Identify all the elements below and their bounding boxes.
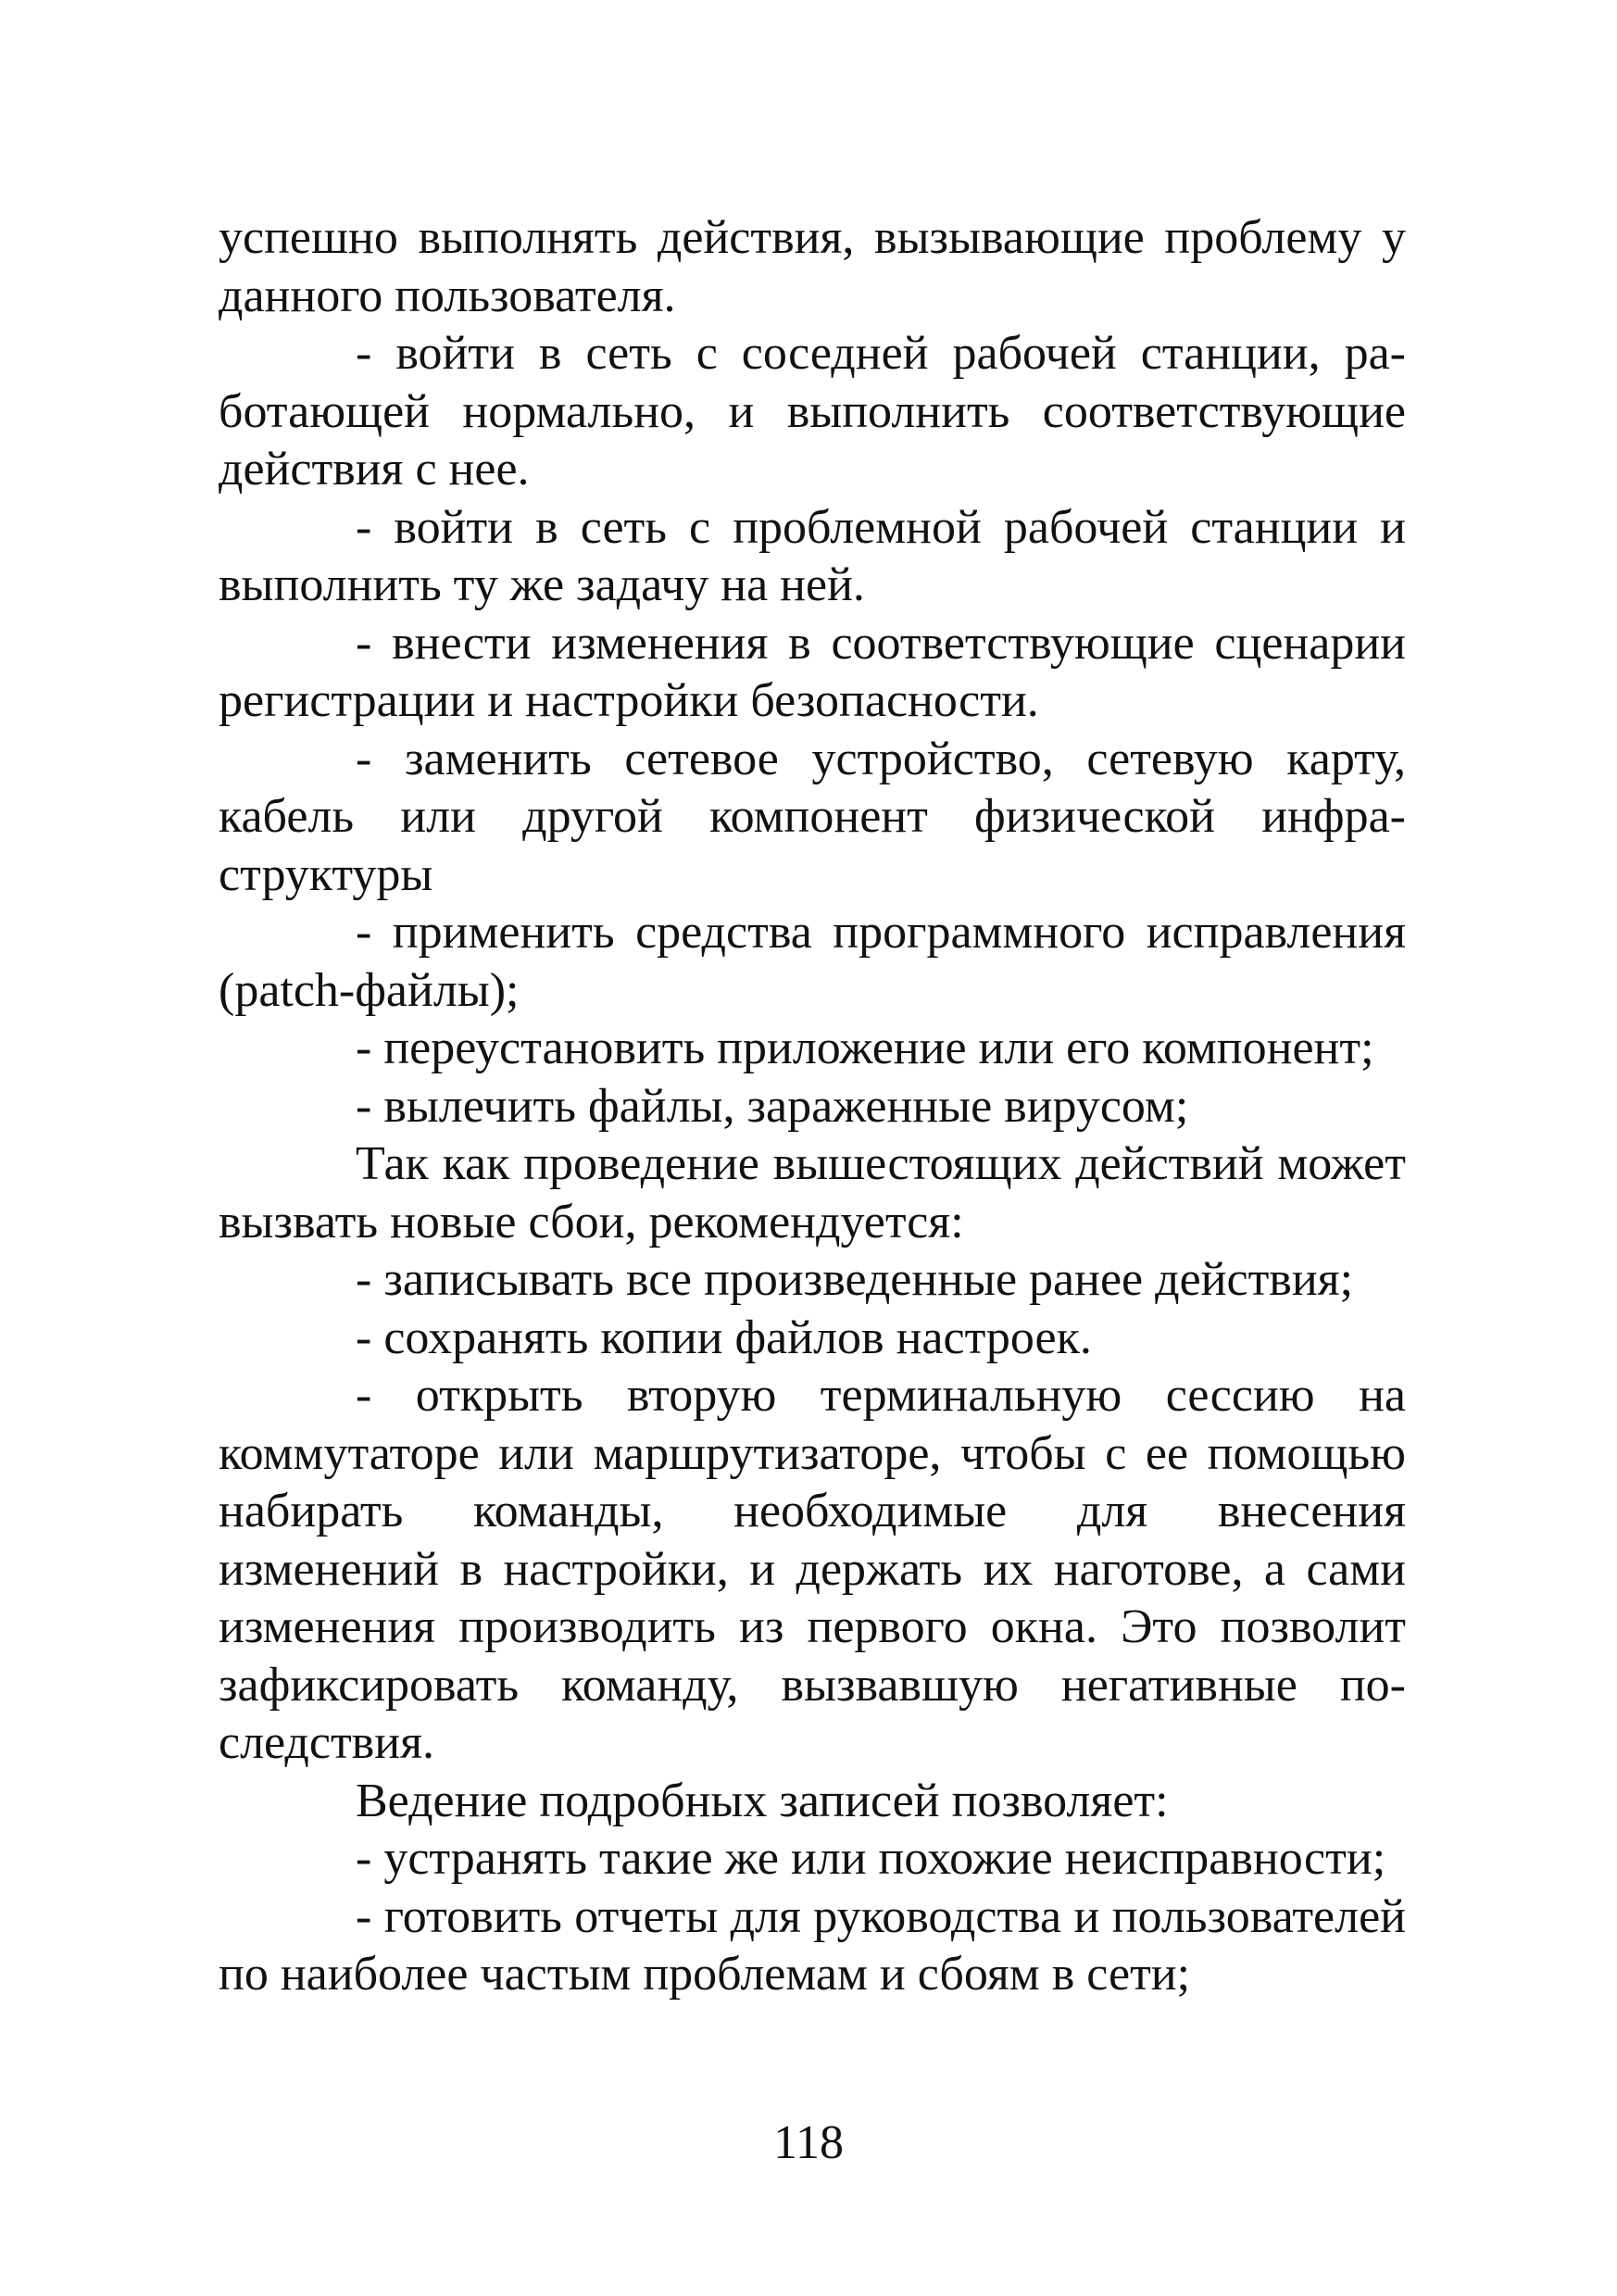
paragraph: - вылечить файлы, зараженные вирусом; — [356, 1079, 1189, 1133]
paragraph: - применить средства программного исправления (patch-файлы); — [219, 906, 1406, 1017]
paragraph: успешно выполнять действия, вызывающие проблему у данного пользователя. — [219, 211, 1406, 322]
paragraph: - войти в сеть с соседней рабочей станции, работающей нормально, и выполнить соответствующие действия с нее. — [219, 327, 1406, 496]
paragraph: Так как проведение вышестоящих действий может вызвать новые сбои, рекомендуется: — [219, 1137, 1406, 1248]
paragraph: - переустановить приложение или его компонент; — [356, 1022, 1374, 1074]
paragraph: - записывать все произведенные ранее действия; — [356, 1253, 1354, 1306]
page-number: 118 — [772, 2116, 845, 2169]
paragraph: - устранять такие же или похожие неисправности; — [356, 1832, 1386, 1885]
paragraph: - заменить сетевое устройство, сетевую карту, кабель или другой компонент физической инфраструктуры — [219, 732, 1406, 901]
paragraph: - сохранять копии файлов настроек. — [356, 1311, 1092, 1364]
paragraph: - внести изменения в соответствующие сценарии регистрации и настройки безопасности. — [219, 616, 1406, 727]
body-text — [219, 209, 1406, 2004]
paragraph: Ведение подробных записей позволяет: — [356, 1774, 1169, 1827]
paragraph: - открыть вторую терминальную сессию на коммутаторе или маршрутизаторе, чтобы с ее помощью набирать команды, необходимые для внесения изменений в настройки, и держать их наготове, а сами изменения производить из первого окна. Это позволит зафиксировать команду, вызвавшую негативные последствия. — [219, 1369, 1406, 1769]
paragraph: - готовить отчеты для руководства и пользователей по наиболее частым проблемам и сбоям в сети; — [219, 1889, 1406, 2001]
paragraph: - войти в сеть с проблемной рабочей станции и выполнить ту же задачу на ней. — [219, 500, 1406, 611]
